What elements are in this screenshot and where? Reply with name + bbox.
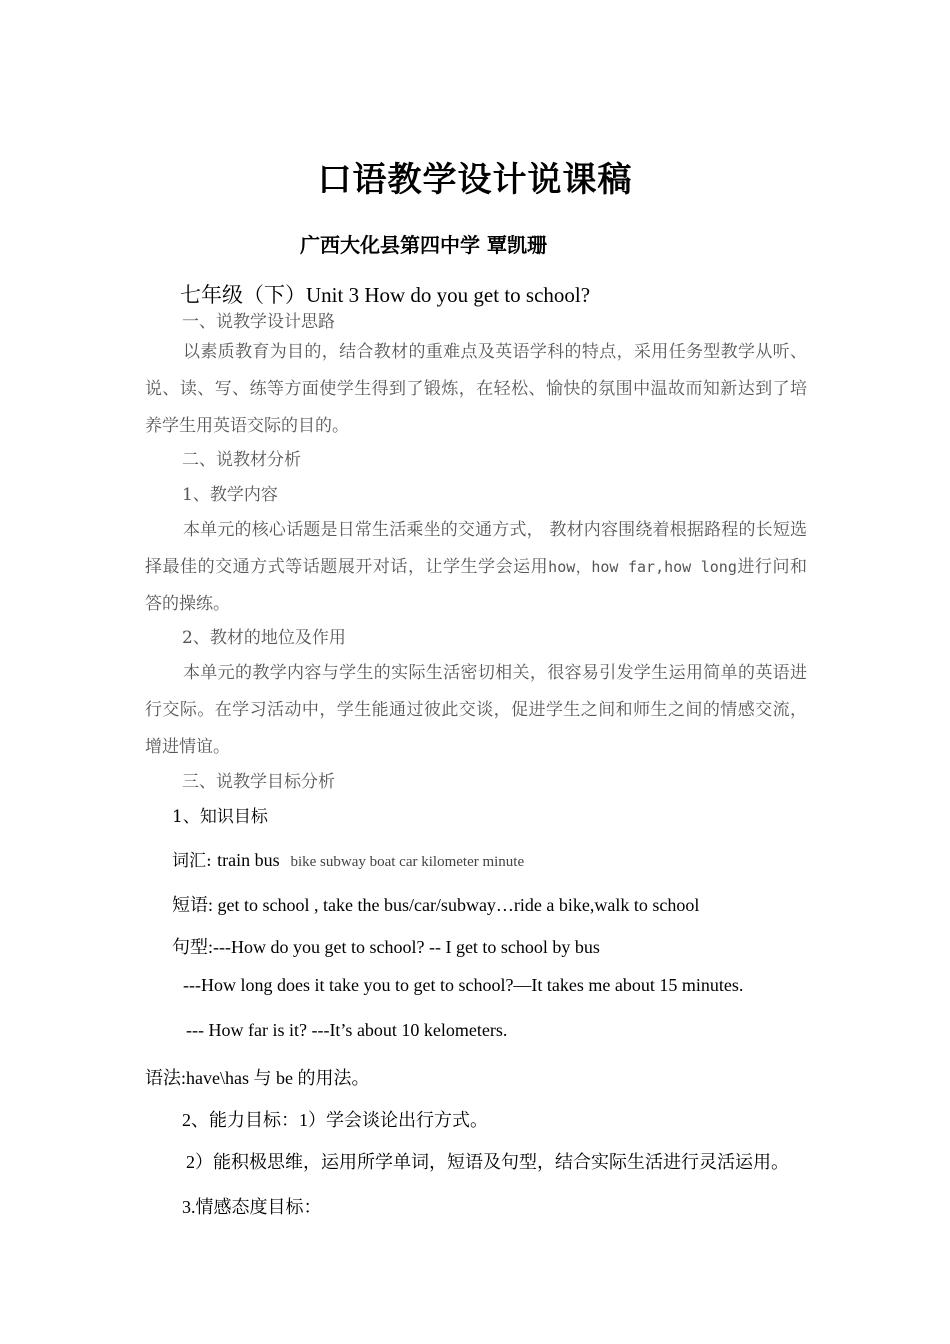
document-title: 口语教学设计说课稿	[317, 160, 633, 200]
section-2-1-paragraph	[145, 512, 807, 623]
section-3-1-heading: 1、知识目标	[172, 807, 268, 827]
section-2-2-paragraph: 本单元的教学内容与学生的实际生活密切相关，很容易引发学生运用简单的英语进行交际。在学习活动中，学生能通过彼此交谈，促进学生之间和师生之间的情感交流，增进情谊。	[145, 663, 807, 757]
section-2-2-heading: 2、教材的地位及作用	[182, 628, 346, 648]
vocabulary-rest: bike subway boat car kilometer minute	[290, 854, 525, 870]
grammar-line: 语法:have\has 与 be 的用法。	[145, 1068, 370, 1088]
section-1-heading: 一、说教学设计思路	[182, 312, 335, 332]
ability-goal-1: 2、能力目标：1）学会谈论出行方式。	[182, 1110, 488, 1130]
section-2-1-heading: 1、教学内容	[182, 485, 278, 505]
section-1-paragraph: 以素质教育为目的，结合教材的重难点及英语学科的特点，采用任务型教学从听、说、读、写、练等方面使学生得到了锻炼，在轻松、愉快的氛围中温故而知新达到了培养学生用英语交际的目的。	[145, 342, 807, 436]
sentences-line-2: ---How long does it take you to get to school?—It takes me about 15 minutes.	[183, 975, 744, 995]
ability-goal-2: 2）能积极思维，运用所学单词，短语及句型，结合实际生活进行灵活运用。	[186, 1152, 789, 1172]
section-2-heading: 二、说教材分析	[182, 450, 301, 470]
vocabulary-line	[172, 846, 524, 871]
unit-line: 七年级（下）Unit 3 How do you get to school?	[180, 283, 591, 307]
vocabulary-label: 词汇:	[172, 851, 218, 871]
section-2-1-text-b: 进行问和答的操练。	[145, 557, 807, 614]
author-line: 广西大化县第四中学 覃凯珊	[300, 233, 547, 257]
emotion-goal-heading: 3.情感态度目标：	[182, 1197, 322, 1217]
phrases-line: 短语: get to school , take the bus/car/subway…ride a bike,walk to school	[172, 895, 700, 915]
section-3-heading: 三、说教学目标分析	[182, 772, 335, 792]
vocabulary-main: train bus	[217, 850, 280, 870]
sentences-line-1: 句型:---How do you get to school? -- I get to school by bus	[172, 937, 600, 957]
section-2-1-text-a: 本单元的核心话题是日常生活乘坐的交通方式， 教材内容围绕着根据路程的长短选择最佳的交通方式等话题展开对话，让学生学会运用	[145, 520, 807, 577]
sentences-line-3: --- How far is it? ---It’s about 10 kelometers.	[186, 1020, 508, 1040]
section-2-1-code-words: how，how far,how long	[548, 558, 737, 576]
